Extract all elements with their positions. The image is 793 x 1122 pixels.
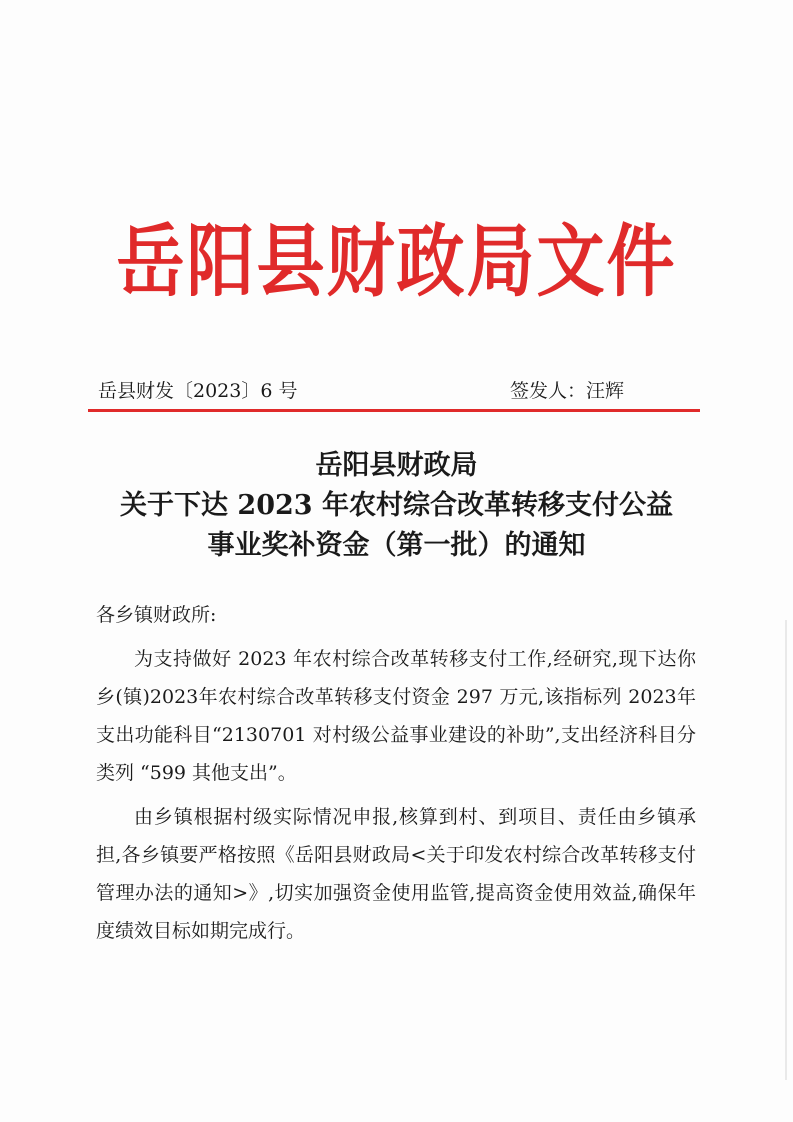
letterhead-title: 岳阳县财政局文件 <box>116 216 677 308</box>
document-number: 岳县财发〔2023〕6 号 <box>98 380 298 402</box>
scan-margin-mark <box>785 620 787 1080</box>
body-paragraph: 由乡镇根据村级实际情况申报,核算到村、到项目、责任由乡镇承担,各乡镇要严格按照《岳阳县财政局<关于印发农村综合改革转移支付管理办法的通知>》,切实加强资金使用监管,提高资金使用效益,确保年度绩效目标如期完成行。 <box>96 806 696 942</box>
issuer-signature: 签发人：汪辉 <box>510 380 625 402</box>
notice-body <box>96 640 696 956</box>
body-paragraph: 为支持做好 2023 年农村综合改革转移支付工作,经研究,现下达你乡(镇)2023年农村综合改革转移支付资金 297 万元,该指标列 2023年支出功能科目“2130701 对村级公益事业建设的补助”,支出经济科目分类列 “599 其他支出”。 <box>96 648 696 784</box>
red-divider-line <box>88 409 700 412</box>
notice-title-line: 岳阳县财政局 <box>315 450 478 481</box>
notice-title <box>60 446 733 566</box>
notice-title-line: 事业奖补资金（第一批）的通知 <box>207 530 586 561</box>
salutation: 各乡镇财政所: <box>96 604 217 626</box>
notice-title-line: 关于下达 2023 年农村综合改革转移支付公益 <box>120 490 673 521</box>
